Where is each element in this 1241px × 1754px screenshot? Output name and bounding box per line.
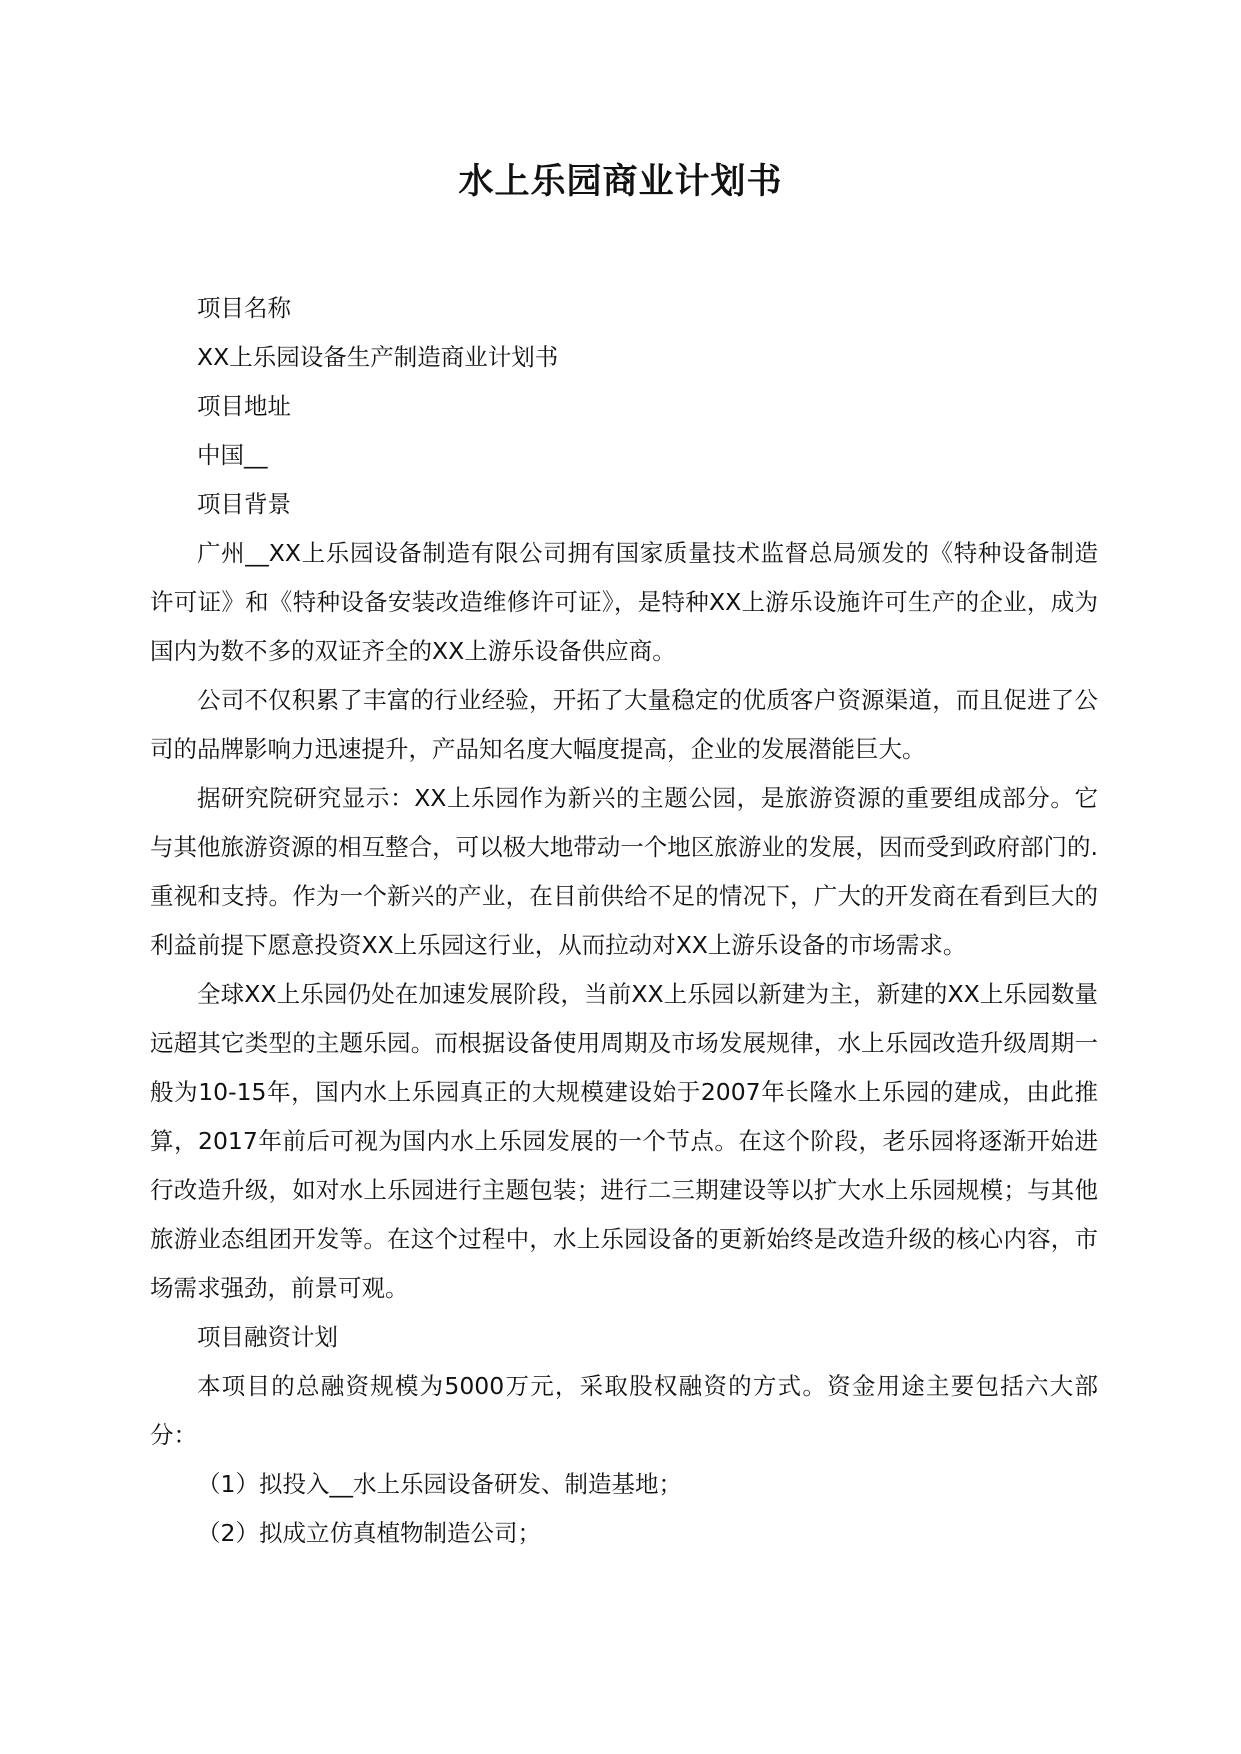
list-item-financing-1: （1）拟投入__水上乐园设备研发、制造基地；	[197, 1470, 682, 1498]
paragraph-background-experience: 公司不仅积累了丰富的行业经验，开拓了大量稳定的优质客户资源渠道，而且促进了公司的品牌影响力迅速提升，产品知名度大幅度提高，企业的发展潜能巨大。	[150, 686, 1098, 763]
paragraph-financing-scale: 本项目的总融资规模为5000万元，采取股权融资的方式。资金用途主要包括六大部分：	[150, 1372, 1098, 1449]
paragraph-background-company: 广州__XX上乐园设备制造有限公司拥有国家质量技术监督总局颁发的《特种设备制造许可证》和《特种设备安装改造维修许可证》，是特种XX上游乐设施许可生产的企业，成为国内为数不多的双证齐全的XX上游乐设备供应商。	[150, 539, 1098, 665]
paragraph-project-background-heading: 项目背景	[197, 490, 291, 518]
paragraph-project-address-heading: 项目地址	[197, 392, 291, 420]
paragraph-project-name: XX上乐园设备生产制造商业计划书	[197, 343, 559, 371]
document-body	[150, 284, 1098, 1558]
paragraph-financing-heading: 项目融资计划	[197, 1323, 338, 1351]
list-item-financing-2: （2）拟成立仿真植物制造公司；	[197, 1519, 541, 1547]
paragraph-project-address: 中国__	[197, 441, 268, 469]
document-title: 水上乐园商业计划书	[458, 162, 783, 202]
paragraph-background-research: 据研究院研究显示：XX上乐园作为新兴的主题公园，是旅游资源的重要组成部分。它与其他旅游资源的相互整合，可以极大地带动一个地区旅游业的发展，因而受到政府部门的.重视和支持。作为一个新兴的产业，在目前供给不足的情况下，广大的开发商在看到巨大的利益前提下愿意投资XX上乐园这行业，从而拉动对XX上游乐设备的市场需求。	[150, 784, 1098, 959]
paragraph-background-market: 全球XX上乐园仍处在加速发展阶段，当前XX上乐园以新建为主，新建的XX上乐园数量远超其它类型的主题乐园。而根据设备使用周期及市场发展规律，水上乐园改造升级周期一般为10-15年，国内水上乐园真正的大规模建设始于2007年长隆水上乐园的建成，由此推算，2017年前后可视为国内水上乐园发展的一个节点。在这个阶段，老乐园将逐渐开始进行改造升级，如对水上乐园进行主题包装；进行二三期建设等以扩大水上乐园规模；与其他旅游业态组团开发等。在这个过程中，水上乐园设备的更新始终是改造升级的核心内容，市场需求强劲，前景可观。	[150, 980, 1098, 1302]
paragraph-project-name-heading: 项目名称	[197, 294, 291, 322]
